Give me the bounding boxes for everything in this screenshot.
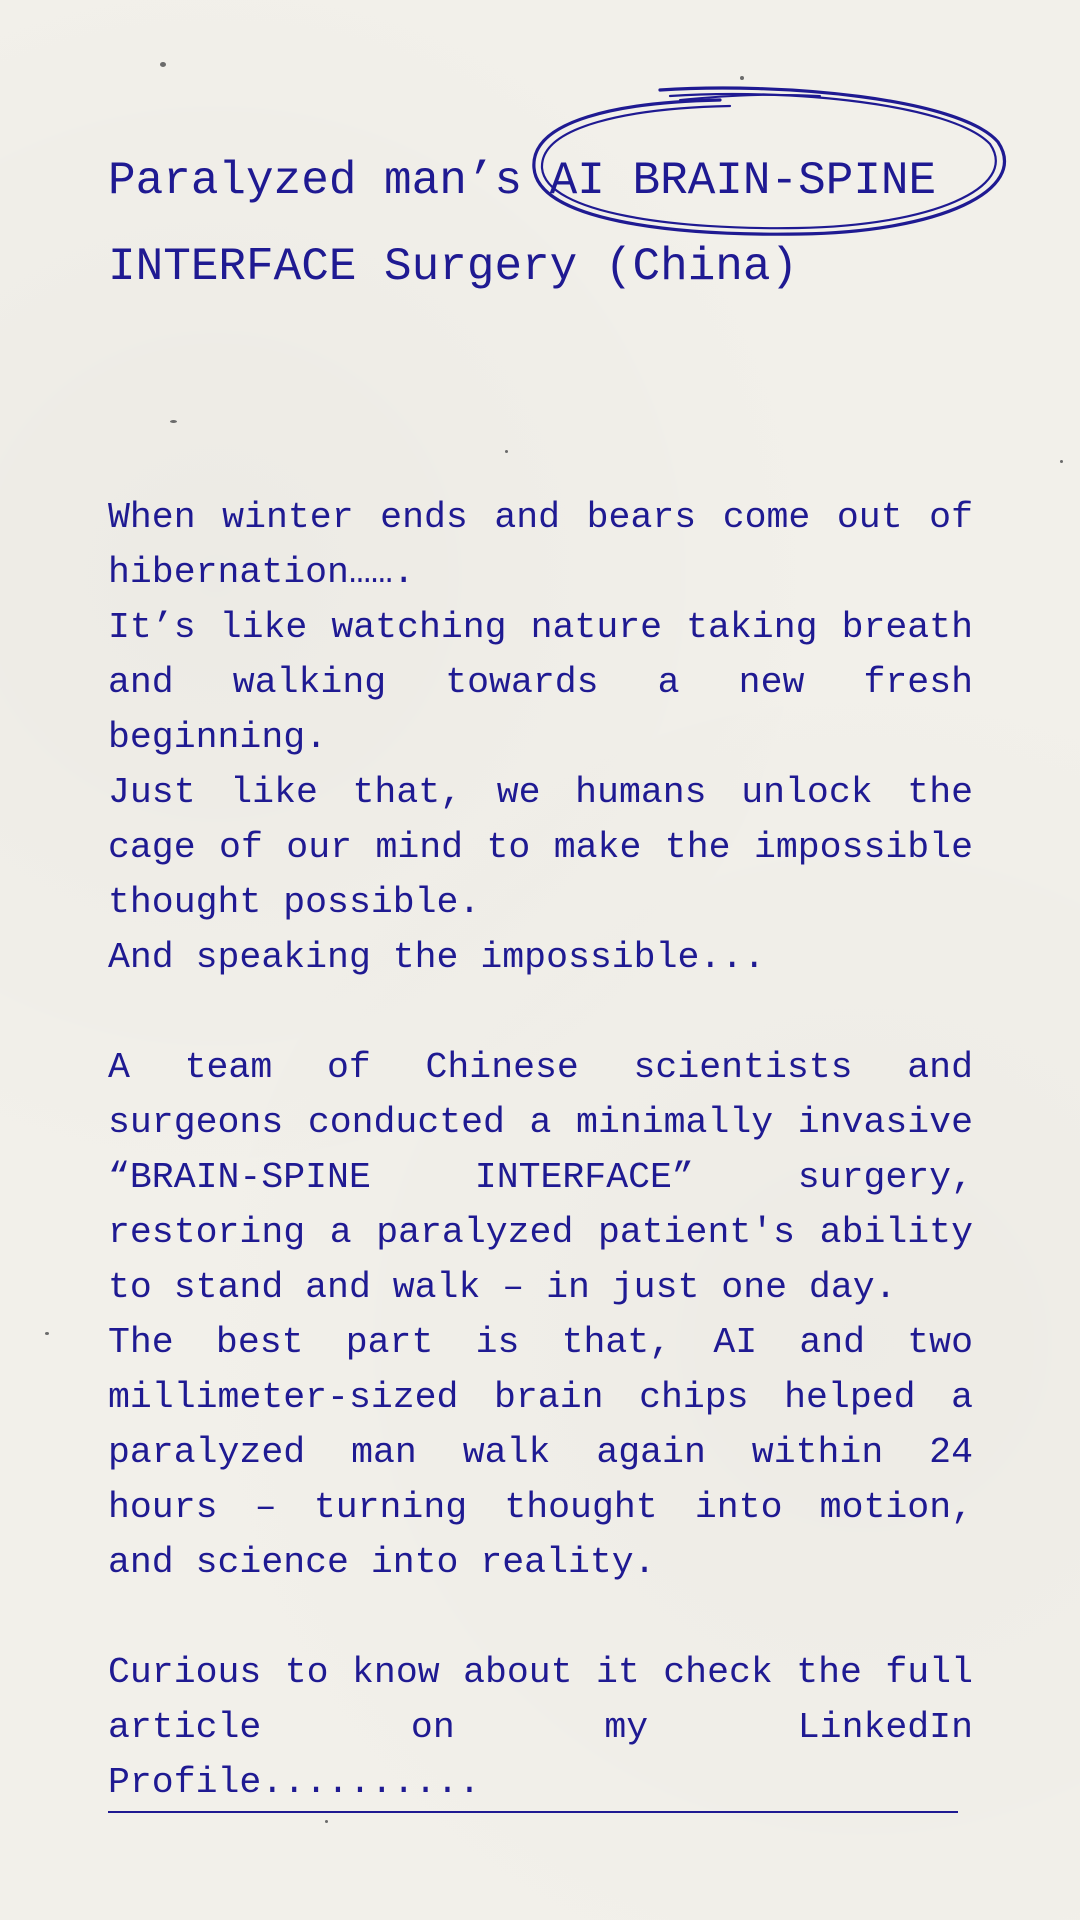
cta-paragraph: Curious to know about it check the full article on my LinkedIn Profile.......... [108, 1652, 973, 1803]
intro-paragraph-3: Just like that, we humans unlock the cage of our mind to make the impossible thought possible. [108, 772, 973, 923]
bottom-divider [108, 1811, 958, 1813]
paper-speck [1060, 460, 1063, 463]
intro-paragraph-1: When winter ends and bears come out of hibernation……. [108, 497, 973, 593]
details-paragraph-1: A team of Chinese scientists and surgeons conducted a minimally invasive “BRAIN-SPINE INTERFACE” surgery, restoring a paralyzed patient's ability to stand and walk – in just one day. [108, 1047, 973, 1308]
paper-speck [325, 1820, 328, 1823]
paragraph-spacer [108, 985, 973, 1040]
page-title [108, 138, 988, 310]
title-prefix: Paralyzed man’s [108, 155, 550, 207]
paper-speck [505, 450, 508, 453]
intro-paragraph-4: And speaking the impossible... [108, 937, 766, 978]
intro-paragraph-2: It’s like watching nature taking breath and walking towards a new fresh beginning. [108, 607, 973, 758]
paper-speck [170, 420, 177, 423]
details-paragraph-2: The best part is that, AI and two millimeter-sized brain chips helped a paralyzed man walk again within 24 hours – turning thought into motion, and science into reality. [108, 1322, 973, 1583]
title-highlight: AI BRAIN-SPINE [549, 155, 937, 207]
paper-speck [45, 1332, 49, 1335]
paper-speck [740, 76, 744, 80]
paragraph-spacer [108, 1590, 973, 1645]
title-line-1 [108, 138, 988, 224]
paper-speck [160, 62, 166, 67]
article-body [108, 490, 973, 1810]
title-line-2: INTERFACE Surgery (China) [108, 241, 799, 293]
